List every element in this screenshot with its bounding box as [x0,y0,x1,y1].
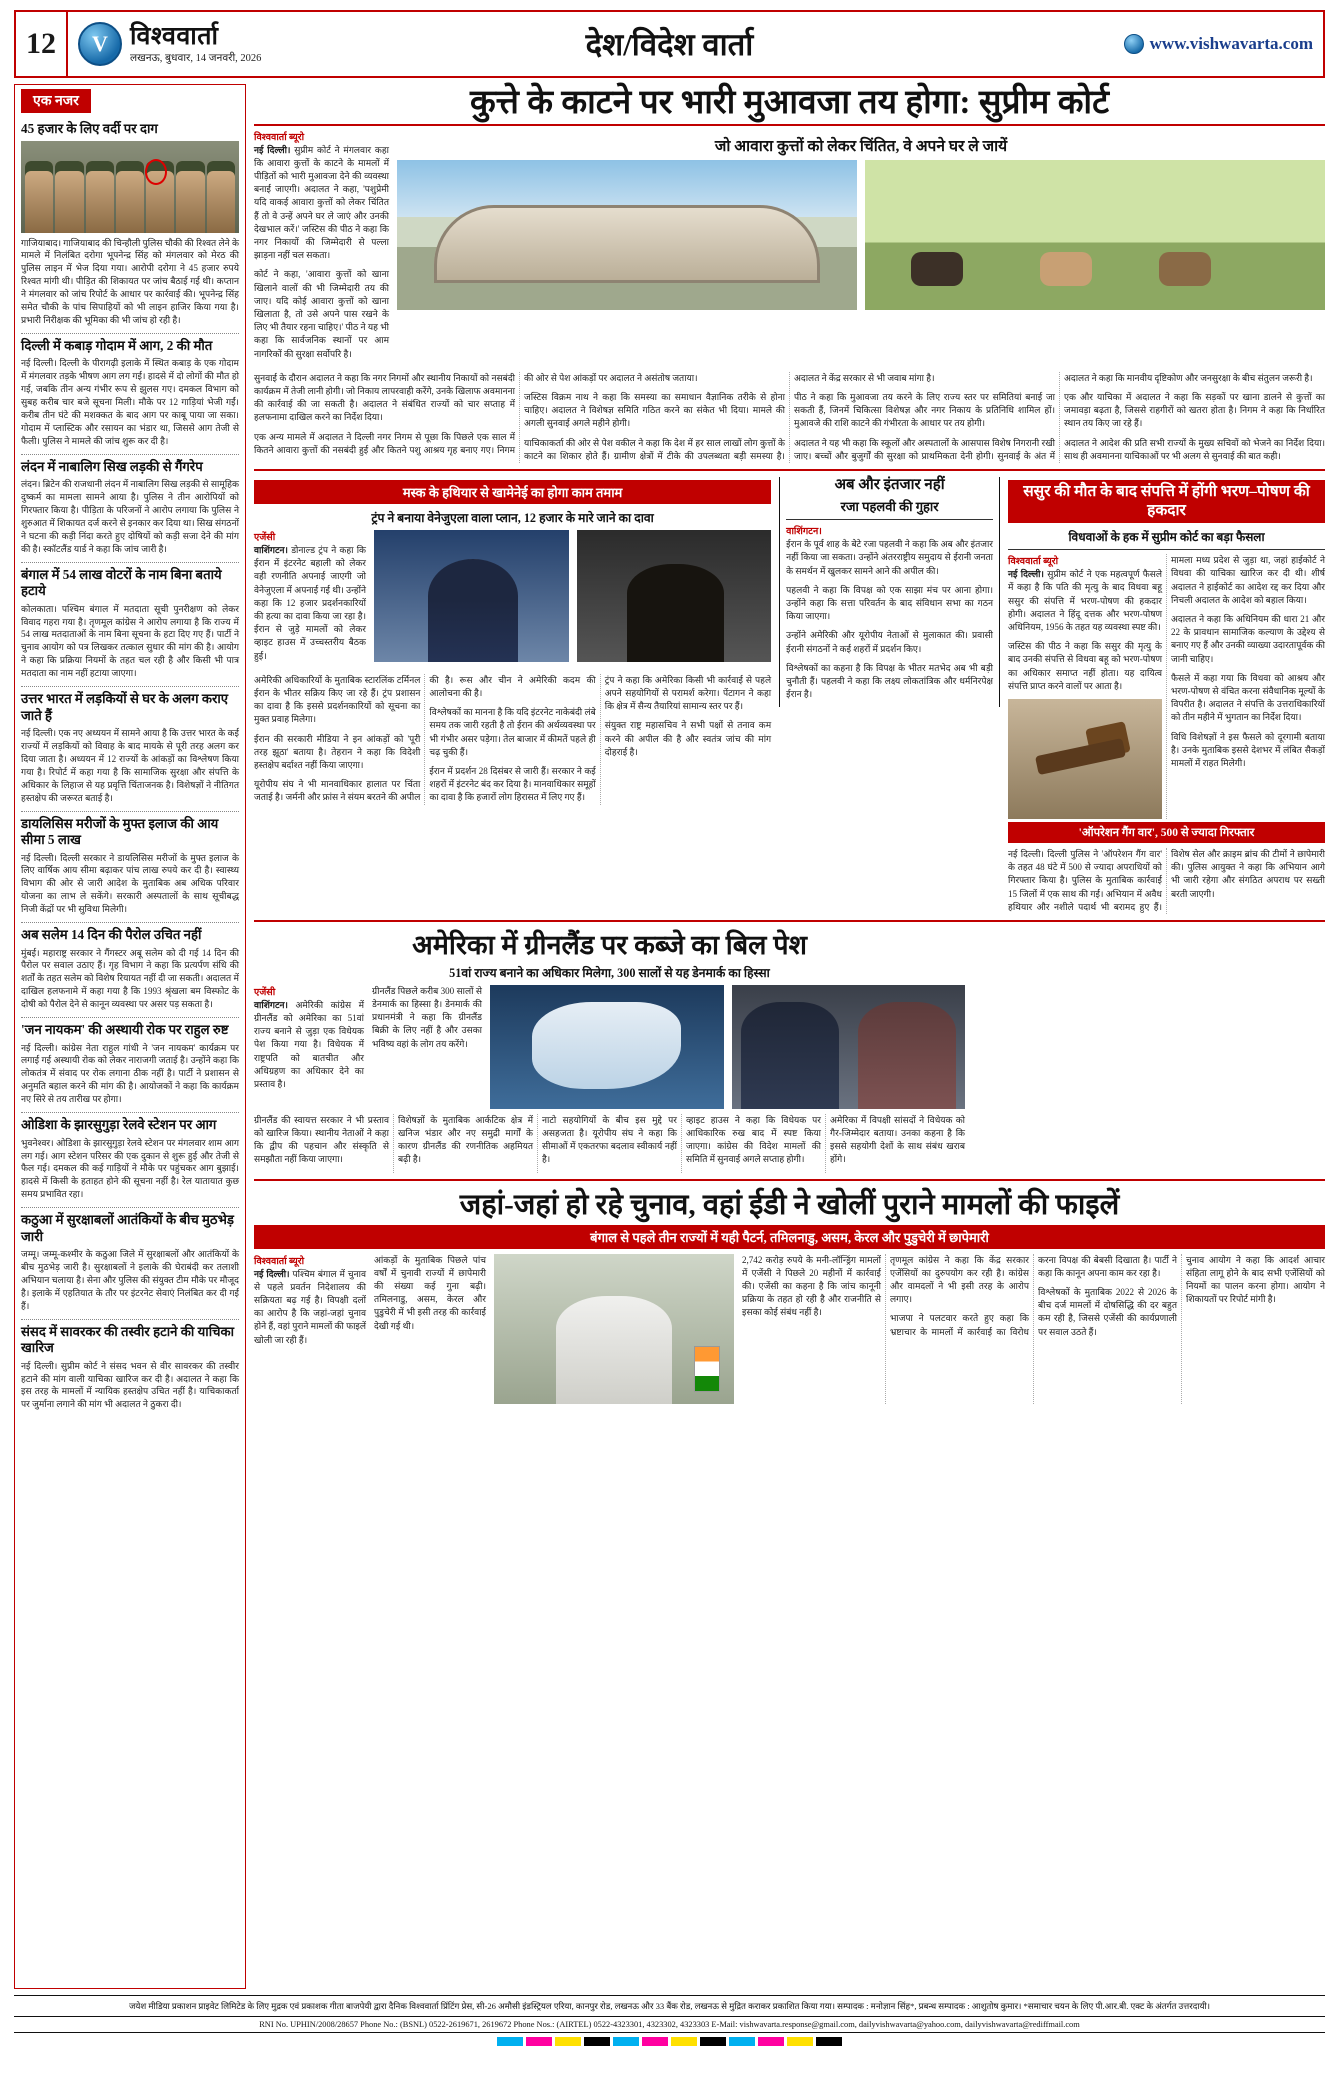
brief-text: नई दिल्ली। कांग्रेस नेता राहुल गांधी ने 'जन नायकम' कार्यक्रम पर लगाई गई अस्थायी रोक को लेकर नाराजगी जताई है। उन्होंने कहा कि लोकतंत्र में संवाद पर रोक लगाना ठीक नहीं है। पार्टी ने प्रशासन से अनुमति बहाल करने की मांग की है। आयोजकों ने कहा कि कार्यक्रम नए सिरे से तय तारीख पर होगा। [21,1042,239,1105]
brief-text: मुंबई। महाराष्ट्र सरकार ने गैंगस्टर अबू सलेम को दी गई 14 दिन की पैरोल पर सवाल उठाए हैं। गृह विभाग ने कहा कि प्रत्यर्पण संधि की शर्तों के तहत सलेम को विशेष रियायत नहीं दी जा सकती। अदालत में दाखिल हलफनामे में कहा गया है कि 1993 श्रृंखला बम विस्फोट के दोषी को पैरोल देने से कानून व्यवस्था पर असर पड़ सकता है। [21,947,239,1010]
property-headline: ससुर की मौत के बाद संपत्ति में होंगी भरण–पोषण की हकदार [1008,480,1325,523]
paper-logo [68,22,261,66]
greenland-map-photo [490,985,724,1109]
ed-para-5: भाजपा ने पलटवार करते हुए कहा कि भ्रष्टाचार के मामलों में कार्रवाई का विरोध करना विपक्ष की बेबसी दिखाता है। पार्टी ने कहा कि कानून अपना काम कर रहा है। [890,1254,1177,1337]
property-para-5: फैसले में कहा गया कि विधवा को आश्रय और भरण-पोषण से वंचित करना संवैधानिक मूल्यों के विपरीत है। अदालत ने संपत्ति के उत्तराधिकारियों को तीन महीने में भुगतान का निर्देश दिया। [1171,672,1325,723]
lead-para-10: अदालत ने आदेश की प्रति सभी राज्यों के मुख्य सचिवों को भेजने का निर्देश दिया। साथ ही अवमानना याचिकाओं पर भी अलग से सुनवाई की बात कही। [1064,437,1325,461]
property-byline: विश्ववार्ता ब्यूरो [1008,557,1059,568]
list-item [21,1113,239,1208]
pahlavi-para-4: विश्लेषकों का कहना है कि विपक्ष के भीतर मतभेद अब भी बड़ी चुनौती हैं। पहलवी ने कहा कि लक्ष्य लोकतांत्रिक और धर्मनिरपेक्ष ईरान है। [786,662,994,700]
lead-para-1: सुप्रीम कोर्ट ने मंगलवार कहा कि आवारा कुत्तों के काटने के मामलों में पीड़ितों को भारी मुआवजा देने की व्यवस्था बनाई जाएगी। अदालत ने कहा, 'पशुप्रेमी यदि वाकई आवारा कुत्तों को लेकर चिंतित हैं तो वे उन्हें अपने घर ले जाएं और उनकी देखभाल करें।' जस्टिस की पीठ ने कहा कि नगर निकायों की जिम्मेदारी से पल्ला झाड़ना नहीं चल सकता। [254,144,390,261]
greenland-para-3: ग्रीनलैंड की स्वायत्त सरकार ने भी प्रस्ताव को खारिज किया। स्थानीय नेताओं ने कहा कि द्वीप की पहचान और संस्कृति से समझौता नहीं किया जाएगा। [254,1114,389,1165]
list-item [21,455,239,563]
pahlavi-subhead: रजा पहलवी की गुहार [840,499,939,515]
divider [786,519,993,520]
greenland-para-5: नाटो सहयोगियों के बीच इस मुद्दे पर असहजता है। यूरोपीय संघ ने कहा कि सीमाओं में एकतरफा बदलाव स्वीकार्य नहीं है। [542,1114,677,1165]
ed-para-7: चुनाव आयोग ने कहा कि आदर्श आचार संहिता लागू होने के बाद सभी एजेंसियों को नियमों का पालन करना होगा। आयोग ने शिकायतों पर रिपोर्ट मांगी है। [1186,1254,1325,1305]
ed-para-3: 2,742 करोड़ रुपये के मनी-लॉन्ड्रिंग मामलों में एजेंसी ने पिछले 20 महीनों में कार्रवाई की। एजेंसी का कहना है कि जांच कानूनी प्रक्रिया के तहत हो रही है और राजनीति से इसका कोई संबंध नहीं है। [742,1254,881,1318]
greenland-para-6: व्हाइट हाउस ने कहा कि विधेयक पर आधिकारिक रुख बाद में स्पष्ट किया जाएगा। कांग्रेस की विदेश मामलों की समिति में सुनवाई अगले सप्ताह होगी। [686,1114,821,1165]
pahlavi-para-1: ईरान के पूर्व शाह के बेटे रजा पहलवी ने कहा कि अब और इंतजार नहीं किया जा सकता। उन्होंने अंतरराष्ट्रीय समुदाय से ईरानी जनता के समर्थन में खुलकर सामने आने की अपील की। [786,539,994,576]
ed-para-4: तृणमूल कांग्रेस ने कहा कि केंद्र सरकार एजेंसियों का दुरुपयोग कर रही है। कांग्रेस और वामदलों ने भी इसी तरह के आरोप लगाए। [890,1254,1029,1305]
trump-photo [374,530,569,662]
lead-para-7: पीठ ने कहा कि मुआवजा तय करने के लिए राज्य स्तर पर समितियां बनाई जा सकती हैं, जिनमें चिकित्सा विशेषज्ञ और नगर निकाय के प्रतिनिधि शामिल हों। मुआवजे की राशि काटने की गंभीरता के आधार पर तय होगी। [794,391,1055,429]
list-item [21,1208,239,1320]
iran-para-3: ईरान की सरकारी मीडिया ने इन आंकड़ों को 'पूरी तरह झूठा' बताया है। तेहरान ने कहा कि विदेशी हस्तक्षेप बर्दाश्त नहीं किया जाएगा। [254,733,421,771]
main-content [254,84,1325,1989]
brief-text: गाजियाबाद। गाजियाबाद की चिन्हौली पुलिस चौकी की रिश्वत लेने के मामले में निलंबित दरोगा भूपनेन्द्र सिंह को मंगलवार को मेरठ की पुलिस लाइन में भेज दिया गया। आरोपी दरोगा ने 45 हजार रुपये रिश्वत मांगी थी। पीड़ित की शिकायत पर जांच बैठाई गई थी। कप्तान ने मंगलवार को जांच रिपोर्ट के आधार पर कार्रवाई की। भूपनेन्द्र सिंह समेत चौकी के पांच सिपाहियों को भी लाइन हाजिर किया गया है। प्रभारी निरीक्षक की भूमिका की भी जांच हो रही है। [21,237,239,325]
paper-name: विश्ववार्ता [130,23,219,51]
greenland-para-7: अमेरिका में विपक्षी सांसदों ने विधेयक को गैर-जिम्मेदार बताया। उनका कहना है कि इससे सहयोगी देशों के साथ संबंध खराब होंगे। [830,1114,965,1165]
list-item [21,1320,239,1418]
brief-title: अब सलेम 14 दिन की पैरोल उचित नहीं [21,927,202,943]
imprint-text: जयेश मीडिया प्रकाशन प्राइवेट लिमिटेड के लिए मुद्रक एवं प्रकाशक गीता बाजपेयी द्वारा दैनिक विश्ववार्ता प्रिंटिंग प्रेस, सी-26 अमौसी इंडस्ट्रियल एरिया, कानपुर रोड, लखनऊ और 33 बैंक रोड, लखनऊ से मुद्रित कराकर प्रकाशित किया गया। सम्पादक : मनोज्ञान सिंह*, प्रबन्ध सम्पादक : आशुतोष कुमार। *समाचार चयन के लिए पी.आर.बी. एक्ट के अंतर्गत उत्तरदायी। [14,1995,1325,2013]
lead-para-6: याचिकाकर्ता की ओर से पेश वकील ने कहा कि देश में हर साल लाखों लोग कुत्तों के काटने का शिकार होते हैं। ग्रामीण क्षेत्रों में टीके की उपलब्धता बड़ी समस्या है। अदालत ने केंद्र सरकार से भी जवाब मांगा है। [524,372,935,461]
list-item [21,334,239,455]
iran-para-4: यूरोपीय संघ ने भी मानवाधिकार हालात पर चिंता जताई है। जर्मनी और फ्रांस ने संयम बरतने की अपील की है। रूस और चीन ने अमेरिकी कदम की आलोचना की है। [254,674,596,803]
lead-para-4: एक अन्य मामले में अदालत ने दिल्ली नगर निगम से पूछा कि पिछले एक साल में कितने आवारा कुत्तों की नसबंदी हुई और कितने पशु आश्रय गृह बनाए गए। निगम की ओर से पेश आंकड़ों पर अदालत ने असंतोष जताया। [254,372,698,455]
list-item [21,563,239,687]
ed-byline: विश्ववार्ता ब्यूरो [254,1256,305,1267]
greenland-dateline: वाशिंगटन। [254,999,288,1010]
india-flag-icon [694,1346,720,1392]
lead-para-9: एक और याचिका में अदालत ने कहा कि सड़कों पर खाना डालने से कुत्तों का जमावड़ा बढ़ता है, जिससे राहगीरों को खतरा होता है। निगम ने कहा कि निर्धारित स्थान तय किए जा रहे हैं। [1064,391,1325,429]
lead-subhead: जो आवारा कुत्तों को लेकर चिंतित, वे अपने घर ले जायें [714,137,1008,155]
pahlavi-headline: अब और इंतजार नहीं [834,476,945,493]
mamata-banerjee-photo [494,1254,734,1404]
ed-headline: जहां-जहां हो रहे चुनाव, वहां ईडी ने खोलीं पुराने मामलों की फाइलें [459,1188,1120,1221]
divider [1008,549,1325,550]
khamenei-photo [577,530,772,662]
ed-dateline: नई दिल्ली। [254,1268,290,1279]
supreme-court-photo [397,160,857,310]
property-para-4: अदालत ने कहा कि अधिनियम की धारा 21 और 22 के प्रावधान सामाजिक कल्याण के उद्देश्य से बनाए गए हैं और उनकी व्याख्या उदारतापूर्वक की जानी चाहिए। [1171,613,1325,664]
brief-title: कठुआ में सुरक्षाबलों आतंकियों के बीच मुठभेड़ जारी [21,1212,234,1244]
lead-para-5: जस्टिस विक्रम नाथ ने कहा कि समस्या का समाधान वैज्ञानिक तरीके से होना चाहिए। अदालत ने विशेषज्ञ समिति गठित करने का संकेत भी दिया। मामले की अगली सुनवाई अगले महीने होगी। [524,391,785,429]
pahlavi-para-3: उन्होंने अमेरिकी और यूरोपीय नेताओं से मुलाकात की। प्रवासी ईरानी संगठनों ने कई शहरों में प्रदर्शन किए। [786,630,994,654]
iran-agency: एजेंसी [254,532,276,543]
iran-para-5: विश्लेषकों का मानना है कि यदि इंटरनेट नाकेबंदी लंबे समय तक जारी रहती है तो ईरान की अर्थव्यवस्था पर भी गंभीर असर पड़ेगा। तेल बाजार में कीमतें पहले ही चढ़ चुकी हैं। [429,707,596,757]
website-url: www.vishwavarta.com [1149,34,1313,53]
brief-text: नई दिल्ली। दिल्ली सरकार ने डायलिसिस मरीजों के मुफ्त इलाज के लिए वार्षिक आय सीमा बढ़ाकर पांच लाख रुपये कर दी है। स्वास्थ्य विभाग की ओर से जारी आदेश के मुताबिक अब अधिक परिवार योजना का लाभ ले सकेंगे। सरकारी अस्पतालों के साथ सूचीबद्ध निजी केंद्रों पर भी सुविधा मिलेगी। [21,852,239,915]
property-para-6: विधि विशेषज्ञों ने इस फैसले को दूरगामी बताया है। उनके मुताबिक इससे देशभर में लंबित सैकड़ों मामलों में राहत मिलेगी। [1171,731,1325,769]
page-title: कुत्ते के काटने पर भारी मुआवजा तय होगा: सुप्रीम कोर्ट [469,84,1109,121]
greenland-headline: अमेरिका में ग्रीनलैंड पर कब्जे का बिल पेश [412,930,807,961]
brief-text: नई दिल्ली। सुप्रीम कोर्ट ने संसद भवन से वीर सावरकर की तस्वीर हटाने की मांग वाली याचिका खारिज कर दी है। अदालत ने कहा कि इस तरह के मामलों में न्यायिक हस्तक्षेप उचित नहीं है। याचिकाकर्ता पर जुर्माना लगाने की मांग भी अदालत ने ठुकरा दी। [21,1360,239,1410]
property-story [1008,477,1325,914]
brief-title: 45 हजार के लिए वर्दी पर दाग [21,121,158,136]
pahlavi-dateline: वाशिंगटन। [786,527,822,538]
registration-marks [14,2037,1325,2046]
property-dateline: नई दिल्ली। [1008,569,1044,580]
byline: विश्ववार्ता ब्यूरो [254,132,305,143]
brief-text: नई दिल्ली। दिल्ली के पीरागढ़ी इलाके में स्थित कबाड़ के एक गोदाम में मंगलवार तड़के भीषण आग लग गई। हादसे में दो लोगों की मौत हो गई, जबकि तीन अन्य गंभीर रूप से झुलस गए। दमकल विभाग को सुबह करीब चार बजे सूचना मिली। मौके पर 12 गाड़ियां भेजी गईं। करीब तीन घंटे की मशक्कत के बाद आग पर काबू पाया जा सका। गोदाम में प्लास्टिक और रसायन का भंडार था, जिससे आग तेजी से फैली। पुलिस ने मामले की जांच शुरू कर दी है। [21,358,239,446]
ed-para-1: पश्चिम बंगाल में चुनाव से पहले प्रवर्तन निदेशालय की सक्रियता बढ़ गई है। विपक्षी दलों का आरोप है कि जहां-जहां चुनाव होने हैं, वहां पुराने मामलों की फाइलें खोली जा रही हैं। [254,1268,367,1345]
section-title: देश/विदेश वार्ता [585,27,754,62]
pahlavi-story [779,477,1000,707]
page-number: 12 [16,12,68,76]
brief-photo [21,141,239,233]
brief-title: बंगाल में 54 लाख वोटरों के नाम बिना बताये हटाये [21,566,222,599]
brief-title: संसद में सावरकर की तस्वीर हटाने की याचिका खारिज [21,1323,235,1356]
list-item [21,812,239,924]
greenland-agency: एजेंसी [254,987,276,998]
iran-para-1: डोनाल्ड ट्रंप ने कहा कि ईरान में इंटरनेट बहाली को लेकर वही रणनीति अपनाई जाएगी जो वेनेजुएला में अपनाई गई थी। उन्होंने कहा कि 12 हजार प्रदर्शनकारियों की हत्या का दावा किया जा रहा है। ईरान से जुड़े मामलों को लेकर व्हाइट हाउस में उच्चस्तरीय बैठक हुई। [254,544,366,661]
street-dogs-photo [865,160,1325,310]
lead-para-2: कोर्ट ने कहा, 'आवारा कुत्तों को खाना खिलाने वालों की भी जिम्मेदारी तय की जाए। यदि कोई आवारा कुत्तों को खाना खिलाता है, तो उसे अपने पास रखने के लिए भी तैयार रहना चाहिए।' पीठ ने यह भी कहा कि सार्वजनिक स्थानों पर आम नागरिकों की सुरक्षा सर्वोपरि है। [254,269,389,359]
brief-text: कोलकाता। पश्चिम बंगाल में मतदाता सूची पुनरीक्षण को लेकर विवाद गहरा गया है। तृणमूल कांग्रेस ने आरोप लगाया है कि राज्य में 54 लाख मतदाताओं के नाम बिना सूचना के हटा दिए गए हैं। पार्टी ने चुनाव आयोग को पत्र लिखकर तत्काल सुधार की मांग की है। आयोग ने कहा कि प्रक्रिया नियमों के तहत चल रही है और किसी भी पात्र मतदाता का नाम नहीं हटाया जाएगा। [21,603,239,679]
property-para-1: सुप्रीम कोर्ट ने एक महत्वपूर्ण फैसले में कहा है कि पति की मृत्यु के बाद विधवा बहू ससुर की संपत्ति में भरण-पोषण की हकदार होगी। अदालत ने हिंदू दत्तक और भरण-पोषण अधिनियम, 1956 के तहत यह व्यवस्था स्पष्ट की। [1008,569,1163,632]
lead-para-3: सुनवाई के दौरान अदालत ने कहा कि नगर निगमों और स्थानीय निकायों को नसबंदी कार्यक्रम में तेजी लानी होगी। जो निकाय लापरवाही करेंगे, उनके खिलाफ अवमानना की कार्रवाई की जा सकती है। अदालत ने संबंधित राज्यों को चार सप्ताह में हलफनामा दाखिल करने का निर्देश दिया। [254,372,515,423]
iran-para-7: ट्रंप ने कहा कि अमेरिका किसी भी कार्रवाई से पहले अपने सहयोगियों से परामर्श करेगा। पेंटागन ने कहा कि क्षेत्र में सैन्य तैयारियां सामान्य स्तर पर हैं। [604,674,772,712]
globe-icon [1124,34,1144,54]
iran-para-6: ईरान में प्रदर्शन 28 दिसंबर से जारी हैं। सरकार ने कई शहरों में इंटरनेट बंद कर दिया है। मानवाधिकार समूहों का दावा है कि हजारों लोग हिरासत में लिए गए हैं। [429,766,596,803]
list-item [21,923,239,1018]
brief-text: भुवनेश्वर। ओडिशा के झारसुगुड़ा रेलवे स्टेशन पर मंगलवार शाम आग लग गई। आग स्टेशन परिसर की एक दुकान से शुरू हुई और तेजी से फैल गई। दमकल की कई गाड़ियों ने मौके पर पहुंचकर आग बुझाई। हादसे में किसी के हताहत होने की सूचना नहीं है। रेल यातायात कुछ समय प्रभावित रहा। [21,1137,239,1200]
iran-story [254,477,771,805]
list-item [21,1018,239,1113]
greenland-para-1: अमेरिकी कांग्रेस में ग्रीनलैंड को अमेरिका का 51वां राज्य बनाने से जुड़ा एक विधेयक पेश किया गया है। विधेयक में राष्ट्रपति को बातचीत और अधिग्रहण का अधिकार देने का प्रस्ताव है। [254,999,364,1089]
brief-title: ओडिशा के झारसुगुड़ा रेलवे स्टेशन पर आग [21,1117,217,1133]
edition-line: लखनऊ, बुधवार, 14 जनवरी, 2026 [130,52,262,64]
lead-story [254,84,1325,463]
lead-para-8: अदालत ने यह भी कहा कि स्कूलों और अस्पतालों के आसपास विशेष निगरानी रखी जाए। बच्चों और बुजुर्गों की सुरक्षा को प्राथमिकता देनी होगी। सुनवाई के अंत में अदालत ने कहा कि मानवीय दृष्टिकोण और जनसुरक्षा के बीच संतुलन जरूरी है। [794,372,1313,461]
property-para-3: मामला मध्य प्रदेश से जुड़ा था, जहां हाईकोर्ट ने विधवा की याचिका खारिज कर दी थी। शीर्ष अदालत ने हाईकोर्ट का आदेश रद्द कर दिया और निचली अदालत के आदेश को बहाल किया। [1171,555,1325,605]
highlight-circle-icon [145,159,167,185]
brief-text: लंदन। ब्रिटेन की राजधानी लंदन में नाबालिग सिख लड़की से सामूहिक दुष्कर्म का मामला सामने आया है। पुलिस ने तीन आरोपियों को गिरफ्तार किया है। पीड़िता के परिजनों ने आरोप लगाया कि पुलिस ने शुरुआत में शिकायत दर्ज करने से इनकार कर दिया था। सिख संगठनों ने घटना की कड़ी निंदा करते हुए दोषियों को कड़ी सजा देने की मांग की है। स्कॉटलैंड यार्ड ने कहा कि जांच जारी है। [21,479,239,554]
iran-subhead: ट्रंप ने बनाया वेनेजुएला वाला प्लान, 12 हजार के मारे जाने का दावा [371,510,654,525]
masthead [14,10,1325,78]
trump-frederiksen-photo [732,985,966,1109]
brief-title: 'जन नायकम' की अस्थायी रोक पर राहुल रुष्ट [21,1022,229,1038]
sidebar-header: एक नजर [21,89,91,113]
divider [254,469,1325,471]
gavel-photo [1008,699,1162,819]
iran-headline: मस्क के हथियार से खामेनेई का होगा काम तमाम [254,480,771,504]
iran-para-2: अमेरिकी अधिकारियों के मुताबिक स्टारलिंक टर्मिनल ईरान के भीतर सक्रिय किए जा रहे हैं। ट्रंप प्रशासन का दावा है कि इससे प्रदर्शनकारियों को सूचना का मुक्त प्रवाह मिलेगा। [254,674,421,725]
greenland-subhead: 51वां राज्य बनाने का अधिकार मिलेगा, 300 सालों से यह डेनमार्क का हिस्सा [449,965,770,980]
footer [14,1995,1325,2046]
brief-title: दिल्ली में कबाड़ गोदाम में आग, 2 की मौत [21,337,213,353]
iran-dateline: वाशिंगटन। [254,544,288,555]
iran-para-8: संयुक्त राष्ट्र महासचिव ने सभी पक्षों से तनाव कम करने की अपील की है और स्वतंत्र जांच की मांग दोहराई है। [604,720,772,757]
property-para-2: जस्टिस की पीठ ने कहा कि ससुर की मृत्यु के बाद उनकी संपत्ति से विधवा बहू को भरण-पोषण का अधिकार समाप्त नहीं होता। यह दायित्व संपत्ति प्राप्त करने वालों पर आता है। [1008,641,1162,691]
divider [254,920,1325,922]
rni-text: RNI No. UPHIN/2008/28657 Phone No.: (BSNL) 0522-2619671, 2619672 Phone Nos.: (AIRTEL) 0522-4323301, 4323302, 4323303 E-Mail: vishwavarta.response@gmail.com, dailyvishwavarta@yahoo.com, dailyvishwavarta@rediffmail.com [14,2016,1325,2033]
brief-text: नई दिल्ली। एक नए अध्ययन में सामने आया है कि उत्तर भारत के कई राज्यों में लड़कियों को विवाह के बाद मायके से पूरी तरह अलग कर दिया जाता है। अध्ययन में 12 राज्यों के आंकड़ों का विश्लेषण किया गया है। रिपोर्ट में कहा गया है कि सामाजिक सुरक्षा और संपत्ति के अधिकार के लिहाज से यह प्रवृत्ति चिंताजनक है। विशेषज्ञों ने नीतिगत हस्तक्षेप की जरूरत बताई है। [21,728,239,803]
gangwar-text: नई दिल्ली। दिल्ली पुलिस ने 'ऑपरेशन गैंग वार' के तहत 48 घंटे में 500 से ज्यादा अपराधियों को गिरफ्तार किया है। पुलिस के मुताबिक कार्रवाई 15 जिलों में एक साथ की गई। अभियान में अवैध हथियार और नशीले पदार्थ भी बरामद हुए हैं। विशेष सेल और क्राइम ब्रांच की टीमों ने छापेमारी की। पुलिस आयुक्त ने कहा कि अभियान आगे भी जारी रहेगा और संगठित अपराध पर सख्ती बरती जाएगी। [1008,849,1325,912]
property-subhead: विधवाओं के हक में सुप्रीम कोर्ट का बड़ा फैसला [1068,530,1265,545]
greenland-para-2: ग्रीनलैंड पिछले करीब 300 सालों से डेनमार्क का हिस्सा है। डेनमार्क की प्रधानमंत्री ने कहा कि ग्रीनलैंड बिक्री के लिए नहीं है और उसका भविष्य वहां के लोग तय करेंगे। [372,985,482,1049]
ed-para-2: आंकड़ों के मुताबिक पिछले पांच वर्षों में चुनावी राज्यों में छापेमारी की संख्या कई गुना बढ़ी। तमिलनाडु, असम, केरल और पुडुचेरी में भी इसी तरह की कार्रवाई देखी गई थी। [374,1254,486,1331]
ed-para-6: विश्लेषकों के मुताबिक 2022 से 2026 के बीच दर्ज मामलों में दोषसिद्धि की दर बहुत कम रही है, जिससे एजेंसी की कार्यप्रणाली पर सवाल उठते हैं। [1038,1287,1177,1337]
dateline: नई दिल्ली। [254,144,291,155]
brief-title: उत्तर भारत में लड़कियों से घर के अलग कराए जाते हैं [21,691,229,723]
list-item [21,687,239,811]
brief-title: डायलिसिस मरीजों के मुफ्त इलाज की आय सीमा 5 लाख [21,815,219,847]
ek-nazar-sidebar [14,84,246,1989]
pahlavi-para-2: पहलवी ने कहा कि विपक्ष को एक साझा मंच पर आना होगा। उन्होंने कहा कि सत्ता परिवर्तन के बाद संविधान सभा का गठन किया जाएगा। [786,584,994,622]
list-item [21,117,239,334]
brief-text: जम्मू। जम्मू-कश्मीर के कठुआ जिले में सुरक्षाबलों और आतंकियों के बीच मुठभेड़ जारी है। सुरक्षाबलों ने इलाके की घेराबंदी कर तलाशी अभियान चलाया है। सेना और पुलिस की संयुक्त टीम मौके पर मौजूद है। इलाके में एहतियात के तौर पर इंटरनेट सेवाएं निलंबित कर दी गई हैं। [21,1249,239,1311]
website-link[interactable] [1124,34,1323,54]
divider [254,1179,1325,1181]
ed-band: बंगाल से पहले तीन राज्यों में यही पैटर्न, तमिलनाडु, असम, केरल और पुडुचेरी में छापेमारी [254,1225,1325,1249]
gangwar-headline: 'ऑपरेशन गैंग वार', 500 से ज्यादा गिरफ्तार [1008,822,1325,843]
brief-title: लंदन में नाबालिग सिख लड़की से गैंगरेप [21,458,203,474]
greenland-para-4: विशेषज्ञों के मुताबिक आर्कटिक क्षेत्र में खनिज भंडार और नए समुद्री मार्गों के कारण ग्रीनलैंड की रणनीतिक अहमियत बढ़ी है। [398,1114,533,1165]
divider [254,124,1325,126]
logo-globe-icon: V [78,22,122,66]
greenland-story [254,928,965,1173]
ed-story [254,1187,1325,1404]
